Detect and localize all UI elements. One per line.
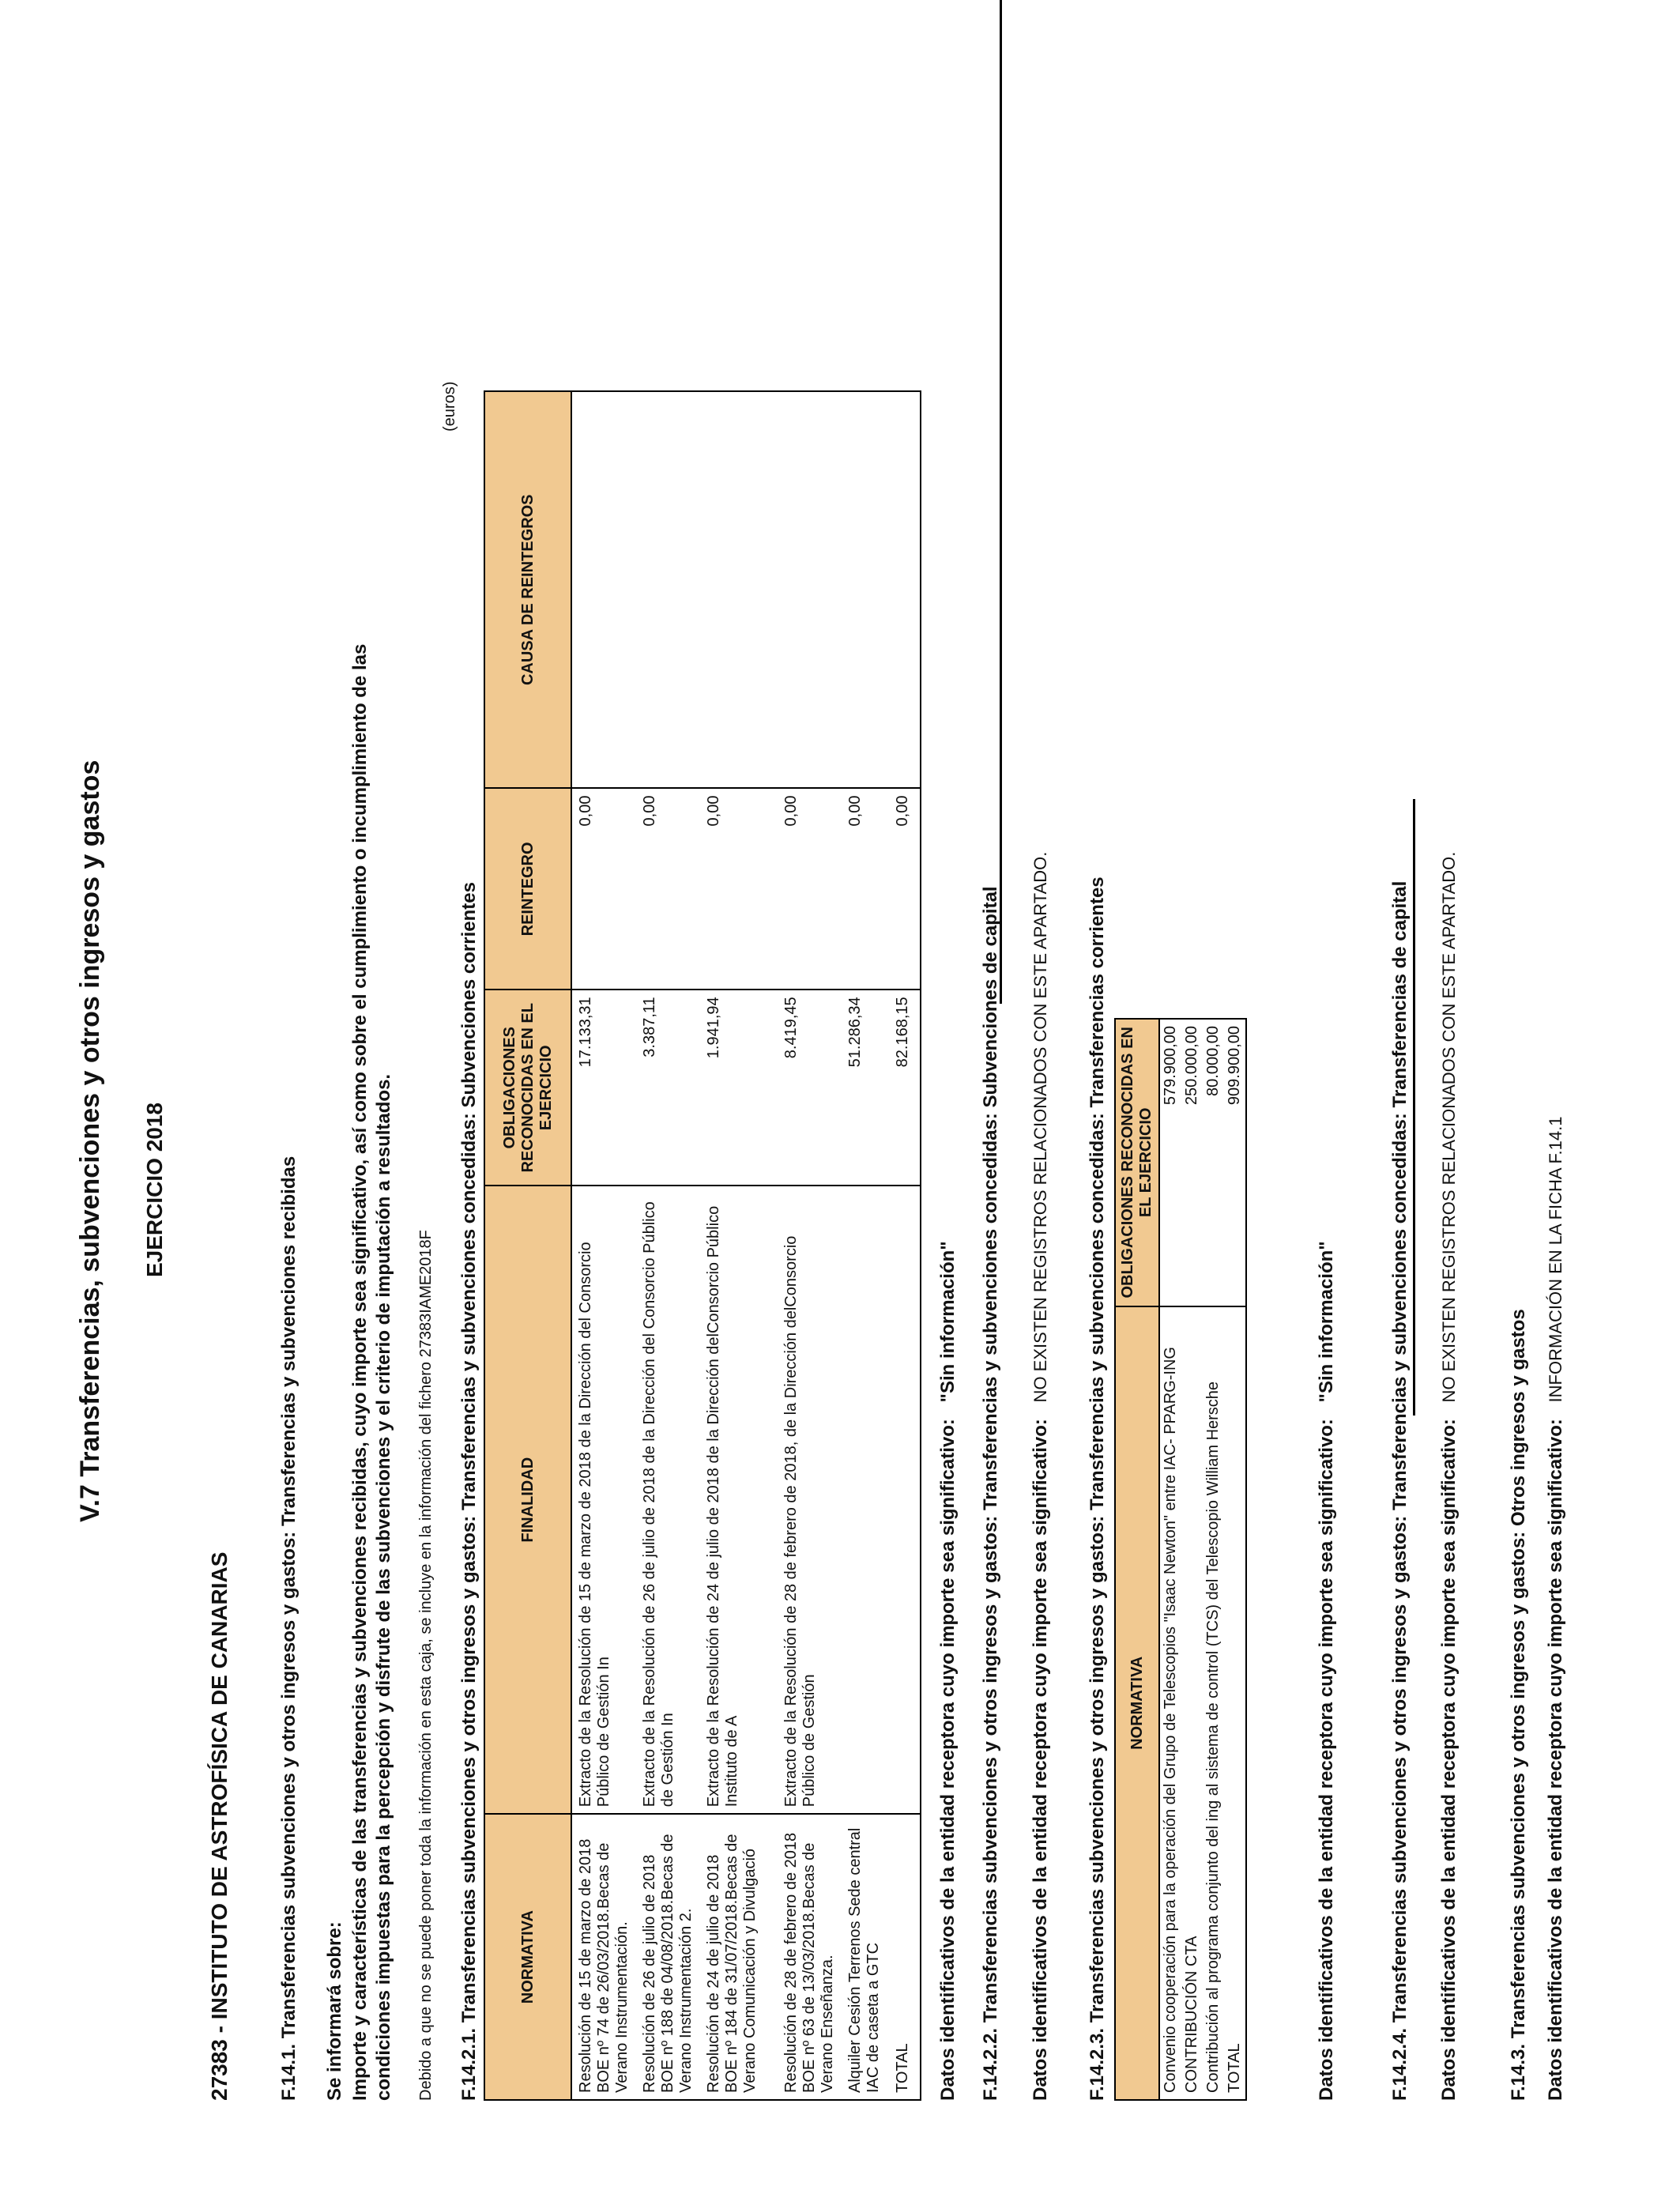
table-row xyxy=(571,391,636,2100)
cell-normativa: TOTAL xyxy=(889,1814,921,2100)
subvenciones-corrientes-table xyxy=(484,390,921,2101)
datos-label: Datos identificativos de la entidad receptora cuyo importe sea significativo: xyxy=(1316,1419,1337,2101)
table-row xyxy=(700,391,778,2100)
table-total-row xyxy=(889,391,921,2100)
page-title: V.7 Transferencias, subvenciones y otros ingresos y gastos xyxy=(75,760,105,1522)
datos-value: "Sin información" xyxy=(937,1241,959,1403)
cell-reintegro: 0,00 xyxy=(636,789,700,990)
cell-causa xyxy=(636,391,700,789)
f14124-datos xyxy=(1438,852,1460,2101)
datos-label: Datos identificativos de la entidad receptora cuyo importe sea significativo: xyxy=(1438,1419,1460,2101)
f143-datos xyxy=(1545,1117,1567,2101)
section-f14122-heading: F.14.2.2. Transferencias subvenciones y otros ingresos y gastos: Transferencias y subvenciones concedidas: Subvenciones de capital xyxy=(980,886,1001,2101)
cell-reintegro: 0,00 xyxy=(842,789,889,990)
cell-causa xyxy=(700,391,778,789)
cell-causa xyxy=(842,391,889,789)
cell-reintegro: 0,00 xyxy=(889,789,921,990)
cell-obligaciones: 579.900,00 xyxy=(1159,1019,1181,1306)
datos-value: NO EXISTEN REGISTROS RELACIONADOS CON ESTE APARTADO. xyxy=(1030,851,1050,1403)
cell-normativa: Alquiler Cesión Terrenos Sede central IAC de caseta a GTC xyxy=(842,1814,889,2100)
cell-obligaciones: 8.419,45 xyxy=(778,990,842,1186)
exercise-label: EJERCICIO 2018 xyxy=(142,1103,167,1277)
separator-line xyxy=(1000,0,1002,1004)
cell-reintegro: 0,00 xyxy=(700,789,778,990)
cell-obligaciones: 909.900,00 xyxy=(1224,1019,1246,1306)
inform-label: Se informará sobre: xyxy=(324,1921,345,2101)
col-header-normativa: NORMATIVA xyxy=(1115,1306,1159,2100)
f14122-datos xyxy=(1030,852,1052,2101)
col-header-reintegro: REINTEGRO xyxy=(484,789,571,990)
col-header-normativa: NORMATIVA xyxy=(484,1814,571,2100)
section-f14121-heading: F.14.2.1. Transferencias subvenciones y otros ingresos y gastos: Transferencias y subvenciones concedidas: Subvenciones corrientes xyxy=(458,882,480,2101)
table-row xyxy=(1159,1019,1181,2100)
cell-normativa: Resolución de 26 de julio de 2018 BOE nº 188 de 04/08/2018.Becas de Verano Instrumentación 2. xyxy=(636,1814,700,2100)
col-header-finalidad: FINALIDAD xyxy=(484,1186,571,1814)
section-f143-heading: F.14.3. Transferencias subvenciones y otros ingresos y gastos: Otros ingresos y gastos xyxy=(1508,1309,1529,2101)
datos-value: NO EXISTEN REGISTROS RELACIONADOS CON ESTE APARTADO. xyxy=(1439,851,1459,1403)
inform-line-1: Importe y características de las transferencias y subvenciones recibidas, cuyo importe sea significativo, así como sobre el cumplimiento o incumplimiento de las xyxy=(349,643,371,2101)
col-header-obligaciones: OBLIGACIONES RECONOCIDAS EN EL EJERCICIO xyxy=(1115,1019,1159,1306)
cell-causa xyxy=(889,391,921,789)
cell-obligaciones: 82.168,15 xyxy=(889,990,921,1186)
table-row xyxy=(1203,1019,1224,2100)
cell-causa xyxy=(778,391,842,789)
datos-label: Datos identificativos de la entidad receptora cuyo importe sea significativo: xyxy=(1030,1419,1051,2101)
section-f1411-heading: F.14.1. Transferencias subvenciones y otros ingresos y gastos: Transferencias y subvenciones recibidas xyxy=(278,1155,299,2101)
units-label: (euros) xyxy=(441,381,458,432)
cell-finalidad: Extracto de la Resolución de 24 de julio de 2018 de la Dirección delConsorcio Público Instituto de A xyxy=(700,1186,778,1814)
f14123-datos xyxy=(1316,1241,1338,2101)
cell-normativa: TOTAL xyxy=(1224,1306,1246,2100)
cell-reintegro: 0,00 xyxy=(778,789,842,990)
cell-normativa: Resolución de 24 de julio de 2018 BOE nº 184 de 31/07/2018.Becas de Verano Comunicación y Divulgació xyxy=(700,1814,778,2100)
transferencias-corrientes-table xyxy=(1114,1018,1247,2101)
cell-finalidad: Extracto de la Resolución de 15 de marzo de 2018 de la Dirección del Consorcio Público de Gestión In xyxy=(571,1186,636,1814)
cell-obligaciones: 17.133,31 xyxy=(571,990,636,1186)
cell-obligaciones: 3.387,11 xyxy=(636,990,700,1186)
col-header-obligaciones: OBLIGACIONES RECONOCIDAS EN EL EJERCICIO xyxy=(484,990,571,1186)
datos-label: Datos identificativos de la entidad receptora cuyo importe sea significativo: xyxy=(937,1419,959,2101)
datos-value: "Sin información" xyxy=(1316,1241,1337,1403)
cell-normativa: Contribución al programa conjunto del ing al sistema de control (TCS) del Telescopio William Hersche xyxy=(1203,1306,1224,2100)
cell-normativa: Convenio cooperación para la operación del Grupo de Telescopios "Isaac Newton" entre IAC- PPARG-ING xyxy=(1159,1306,1181,2100)
table-row xyxy=(842,391,889,2100)
cell-normativa: Resolución de 28 de febrero de 2018 BOE nº 63 de 13/03/2018.Becas de Verano Enseñanza. xyxy=(778,1814,842,2100)
cell-normativa: CONTRIBUCIÓN CTA xyxy=(1181,1306,1203,2100)
entity-name: 27383 - INSTITUTO DE ASTROFÍSICA DE CANARIAS xyxy=(207,1551,232,2101)
table-row xyxy=(778,391,842,2100)
table-row xyxy=(636,391,700,2100)
section-f14123-heading: F.14.2.3. Transferencias subvenciones y otros ingresos y gastos: Transferencias y subvenciones concedidas: Transferencias corrientes xyxy=(1087,876,1108,2101)
cell-finalidad xyxy=(889,1186,921,1814)
f14121-datos xyxy=(937,1241,959,2101)
section-f14124-heading: F.14.2.4. Transferencias subvenciones y otros ingresos y gastos: Transferencias y subvenciones concedidas: Transferencias de capital xyxy=(1389,880,1411,2101)
cell-obligaciones: 1.941,94 xyxy=(700,990,778,1186)
table-row xyxy=(1181,1019,1203,2100)
table-total-row xyxy=(1224,1019,1246,2100)
cell-causa xyxy=(571,391,636,789)
inform-line-2: condiciones impuestas para la percepción y disfrute de las subvenciones y el criterio de imputación a resultados. xyxy=(373,1073,394,2101)
col-header-causa: CAUSA DE REINTEGROS xyxy=(484,391,571,789)
f1411-note: Debido a que no se puede poner toda la información en esta caja, se incluye en la información del fichero 27383IAME2018F xyxy=(417,1230,435,2101)
cell-obligaciones: 250.000,00 xyxy=(1181,1019,1203,1306)
cell-finalidad xyxy=(842,1186,889,1814)
cell-normativa: Resolución de 15 de marzo de 2018 BOE nº 74 de 26/03/2018.Becas de Verano Instrumentación. xyxy=(571,1814,636,2100)
datos-label: Datos identificativos de la entidad receptora cuyo importe sea significativo: xyxy=(1545,1419,1566,2101)
cell-obligaciones: 80.000,00 xyxy=(1203,1019,1224,1306)
separator-line xyxy=(1413,799,1415,1416)
datos-value: INFORMACIÓN EN LA FICHA F.14.1 xyxy=(1546,1116,1565,1403)
cell-reintegro: 0,00 xyxy=(571,789,636,990)
cell-finalidad: Extracto de la Resolución de 28 de febrero de 2018, de la Dirección delConsorcio Público de Gestión xyxy=(778,1186,842,1814)
cell-obligaciones: 51.286,34 xyxy=(842,990,889,1186)
cell-finalidad: Extracto de la Resolución de 26 de julio de 2018 de la Dirección del Consorcio Público de Gestión In xyxy=(636,1186,700,1814)
